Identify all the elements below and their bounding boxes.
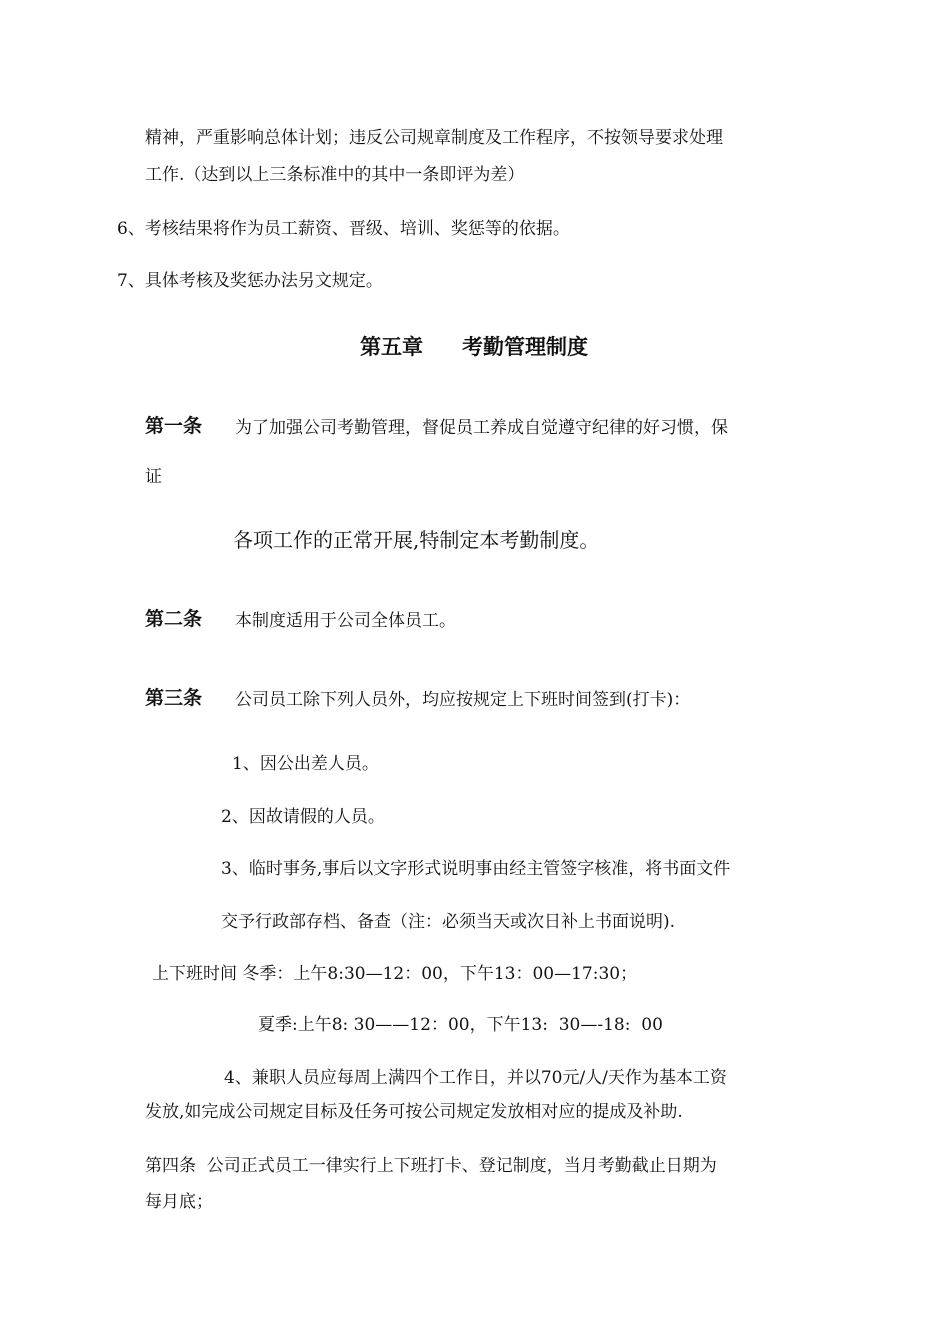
article-text: 每月底； bbox=[145, 1192, 213, 1212]
list-item: 4、兼职人员应每周上满四个工作日，并以70元/人/天作为基本工资 bbox=[224, 1068, 727, 1088]
list-item-6: 6、考核结果将作为员工薪资、晋级、培训、奖惩等的依据。 bbox=[117, 219, 570, 239]
article-text: 各项工作的正常开展,特制定本考勤制度。 bbox=[233, 528, 600, 552]
article-heading: 第二条 bbox=[145, 608, 203, 630]
article-text: 本制度适用于公司全体员工。 bbox=[235, 611, 456, 631]
article-text: 为了加强公司考勤管理，督促员工养成自觉遵守纪律的好习惯，保 bbox=[235, 418, 728, 438]
paragraph-line: 精神，严重影响总体计划；违反公司规章制度及工作程序，不按领导要求处理 bbox=[145, 128, 723, 148]
chapter-number: 第五章 bbox=[360, 335, 423, 359]
work-hours-summer: 夏季:上午8: 30——12：00，下午13: 30—-18: 00 bbox=[258, 1015, 663, 1035]
article-text: 第四条 公司正式员工一律实行上下班打卡、登记制度，当月考勤截止日期为 bbox=[145, 1156, 717, 1176]
list-item: 3、临时事务,事后以文字形式说明事由经主管签字核准，将书面文件 bbox=[221, 859, 731, 879]
work-hours-winter: 上下班时间 冬季：上午8:30—12：00，下午13：00—17:30； bbox=[152, 964, 638, 984]
paragraph-line: 工作.（达到以上三条标准中的其中一条即评为差） bbox=[145, 165, 525, 185]
chapter-title: 考勤管理制度 bbox=[462, 335, 588, 359]
list-item: 1、因公出差人员。 bbox=[232, 754, 379, 774]
list-item: 发放,如完成公司规定目标及任务可按公司规定发放相对应的提成及补助. bbox=[145, 1102, 683, 1122]
article-heading: 第三条 bbox=[145, 687, 203, 709]
list-item-7: 7、具体考核及奖惩办法另文规定。 bbox=[117, 271, 383, 291]
list-item: 2、因故请假的人员。 bbox=[221, 807, 385, 827]
article-heading: 第一条 bbox=[145, 415, 203, 437]
list-item: 交予行政部存档、备查（注：必须当天或次日补上书面说明). bbox=[221, 912, 676, 932]
article-text: 公司员工除下列人员外，均应按规定上下班时间签到(打卡)： bbox=[235, 690, 691, 710]
article-text: 证 bbox=[145, 467, 162, 487]
